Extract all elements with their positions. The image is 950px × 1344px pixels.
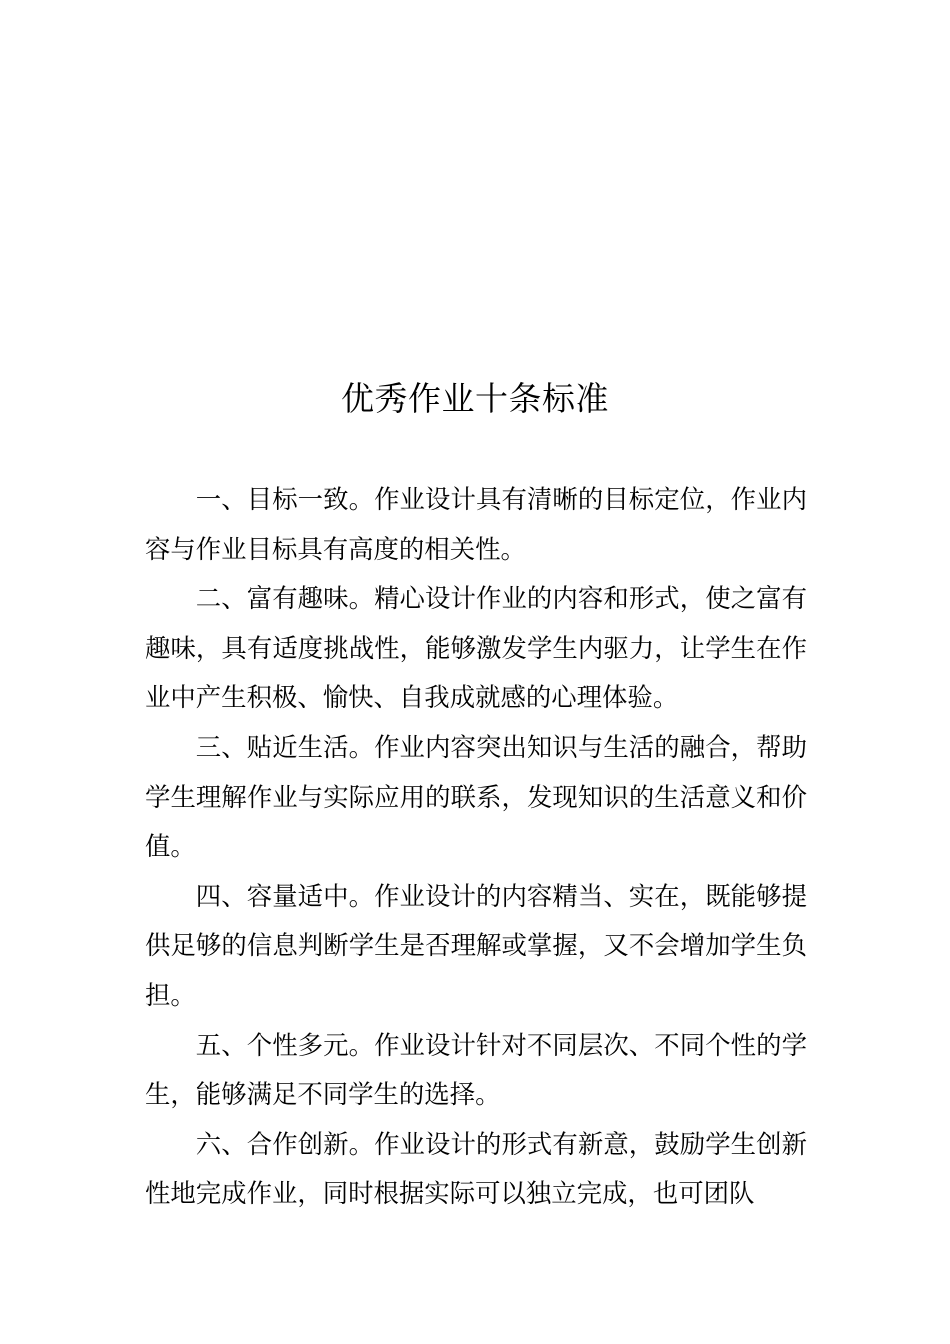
document-title: 优秀作业十条标准 (341, 379, 609, 418)
document-body (145, 475, 807, 1219)
paragraph-1: 一、目标一致。作业设计具有清晰的目标定位，作业内容与作业目标具有高度的相关性。 (145, 484, 807, 564)
paragraph-6: 六、合作创新。作业设计的形式有新意，鼓励学生创新性地完成作业，同时根据实际可以独立完成，也可团队 (145, 1128, 807, 1209)
paragraph-2: 二、富有趣味。精心设计作业的内容和形式，使之富有趣味，具有适度挑战性，能够激发学生内驱力，让学生在作业中产生积极、愉快、自我成就感的心理体验。 (145, 583, 807, 713)
paragraph-3: 三、贴近生活。作业内容突出知识与生活的融合，帮助学生理解作业与实际应用的联系，发现知识的生活意义和价值。 (145, 731, 807, 862)
paragraph-4: 四、容量适中。作业设计的内容精当、实在，既能够提供足够的信息判断学生是否理解或掌握，又不会增加学生负担。 (145, 880, 807, 1010)
paragraph-5: 五、个性多元。作业设计针对不同层次、不同个性的学生，能够满足不同学生的选择。 (145, 1029, 807, 1110)
